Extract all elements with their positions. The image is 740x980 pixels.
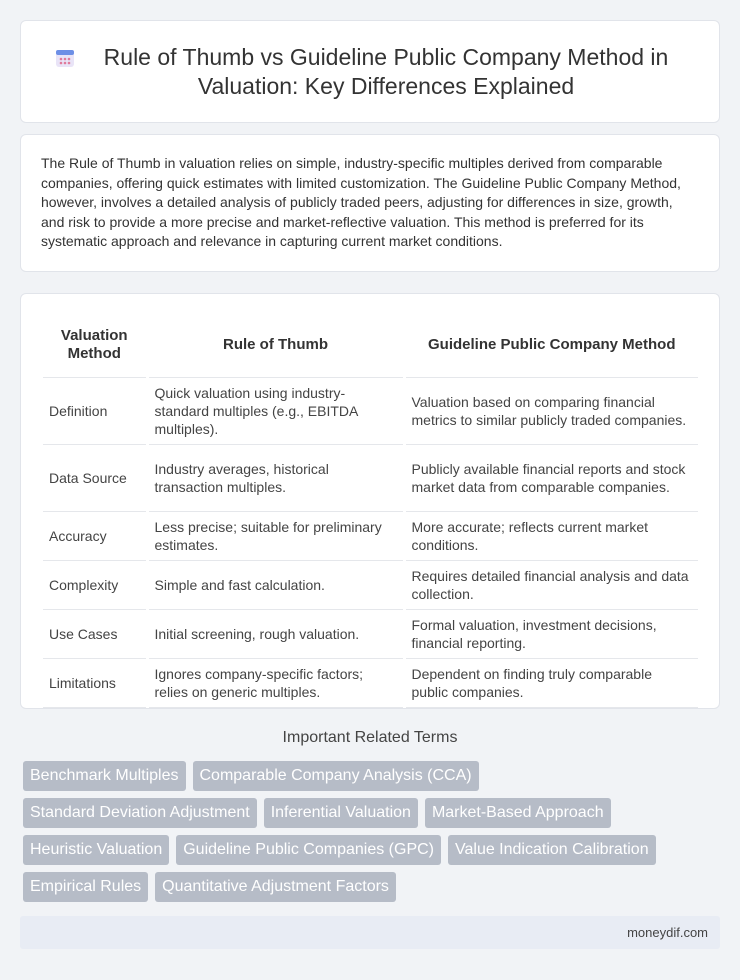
- row-label: Accuracy: [43, 511, 147, 560]
- table-row: [43, 444, 698, 511]
- tag-row: [23, 761, 713, 791]
- tag-empirical-rules[interactable]: Empirical Rules: [23, 872, 148, 902]
- tag-heuristic-valuation[interactable]: Heuristic Valuation: [23, 835, 169, 865]
- table-row: [43, 658, 698, 707]
- tag-market-based-approach[interactable]: Market-Based Approach: [425, 798, 611, 828]
- row-label: Definition: [43, 377, 147, 444]
- calendar-icon: [54, 47, 76, 69]
- rule-of-thumb-cell: Ignores company-specific factors; relies on generic multiples.: [147, 658, 404, 707]
- table-row: [43, 560, 698, 609]
- related-terms-tags: [23, 761, 713, 909]
- guideline-cell: More accurate; reflects current market conditions.: [404, 511, 698, 560]
- rule-of-thumb-cell: Quick valuation using industry-standard multiples (e.g., EBITDA multiples).: [147, 377, 404, 444]
- guideline-cell: Formal valuation, investment decisions, financial reporting.: [404, 609, 698, 658]
- tag-row: [23, 835, 713, 865]
- tag-standard-deviation-adjustment[interactable]: Standard Deviation Adjustment: [23, 798, 257, 828]
- row-label: Limitations: [43, 658, 147, 707]
- tag-value-indication-calibration[interactable]: Value Indication Calibration: [448, 835, 656, 865]
- header-guideline-method: Guideline Public Company Method: [404, 314, 698, 377]
- tag-comparable-company-analysis[interactable]: Comparable Company Analysis (CCA): [193, 761, 479, 791]
- header-rule-of-thumb: Rule of Thumb: [147, 314, 404, 377]
- rule-of-thumb-cell: Less precise; suitable for preliminary estimates.: [147, 511, 404, 560]
- title-wrap: [34, 43, 706, 101]
- footer-site-link[interactable]: moneydif.com: [627, 925, 708, 940]
- tag-guideline-public-companies[interactable]: Guideline Public Companies (GPC): [176, 835, 441, 865]
- intro-paragraph: The Rule of Thumb in valuation relies on simple, industry-specific multiples derived from comparable companies, offering quick estimates with limited customization. The Guideline Public Company Method, however, involves a detailed analysis of publicly traded peers, adjusting for differences in size, growth, and risk to provide a more precise and market-reflective valuation. This method is preferred for its systematic approach and relevance in capturing current market conditions.: [41, 155, 681, 249]
- rule-of-thumb-cell: Initial screening, rough valuation.: [147, 609, 404, 658]
- tag-row: [23, 798, 713, 828]
- tag-quantitative-adjustment-factors[interactable]: Quantitative Adjustment Factors: [155, 872, 396, 902]
- tag-inferential-valuation[interactable]: Inferential Valuation: [264, 798, 418, 828]
- page-title: Rule of Thumb vs Guideline Public Company Method in Valuation: Key Differences Explained: [103, 43, 669, 99]
- tag-benchmark-multiples[interactable]: Benchmark Multiples: [23, 761, 186, 791]
- row-label: Data Source: [43, 444, 147, 511]
- guideline-cell: Dependent on finding truly comparable public companies.: [404, 658, 698, 707]
- table-row: [43, 511, 698, 560]
- rule-of-thumb-cell: Simple and fast calculation.: [147, 560, 404, 609]
- rule-of-thumb-cell: Industry averages, historical transaction multiples.: [147, 444, 404, 511]
- comparison-table-card: [20, 293, 720, 709]
- intro-card: [20, 134, 720, 272]
- comparison-table: [43, 314, 698, 708]
- tag-row: [23, 872, 713, 902]
- table-row: [43, 609, 698, 658]
- row-label: Use Cases: [43, 609, 147, 658]
- table-header-row: [43, 314, 698, 377]
- row-label: Complexity: [43, 560, 147, 609]
- header-valuation-method: Valuation Method: [43, 314, 147, 377]
- guideline-cell: Requires detailed financial analysis and data collection.: [404, 560, 698, 609]
- guideline-cell: Publicly available financial reports and stock market data from comparable companies.: [404, 444, 698, 511]
- guideline-cell: Valuation based on comparing financial metrics to similar publicly traded companies.: [404, 377, 698, 444]
- related-terms-title: Important Related Terms: [282, 729, 458, 746]
- table-row: [43, 377, 698, 444]
- title-card: [20, 20, 720, 123]
- footer: [20, 916, 720, 949]
